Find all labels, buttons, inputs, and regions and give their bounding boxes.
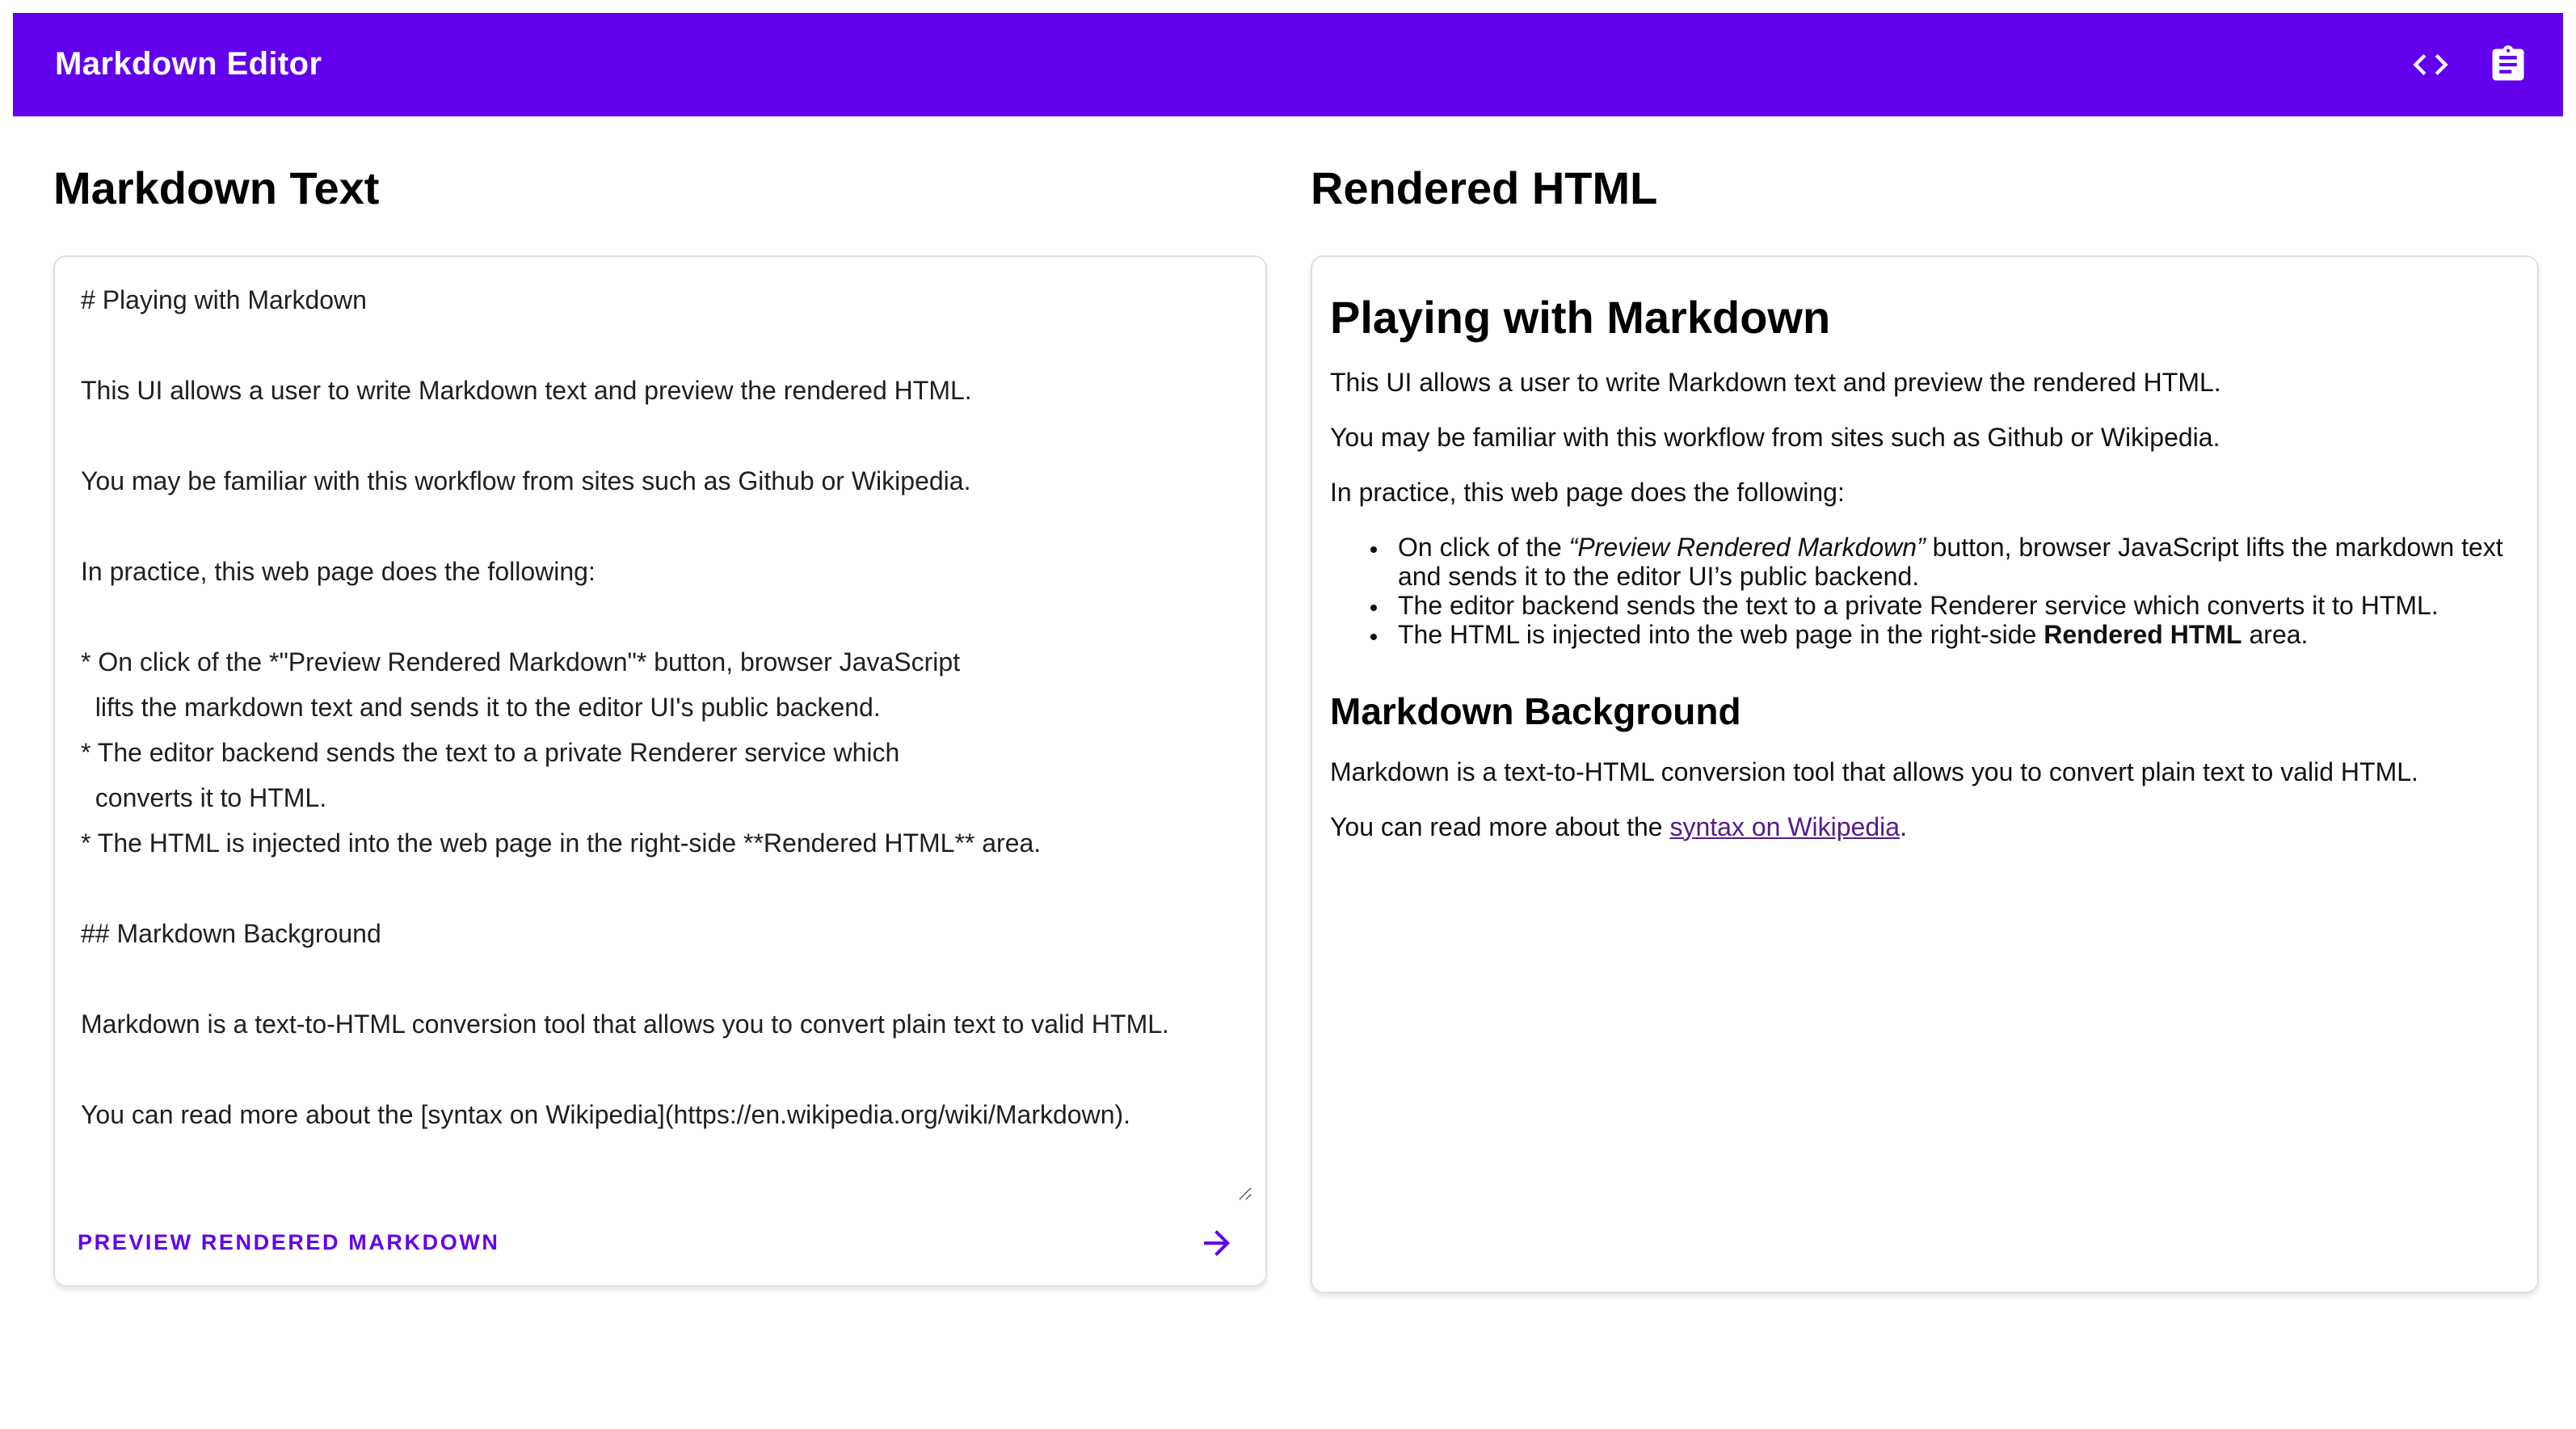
rendered-paragraph: You may be familiar with this workflow from sites such as Github or Wikipedia. — [1330, 424, 2220, 453]
code-icon — [2410, 44, 2452, 86]
app-title: Markdown Editor — [55, 46, 322, 82]
clipboard-icon — [2487, 44, 2529, 86]
bold-text: Rendered HTML — [2044, 622, 2242, 650]
rendered-h1: Playing with Markdown — [1330, 292, 1831, 343]
wikipedia-link[interactable]: syntax on Wikipedia — [1669, 814, 1900, 842]
markdown-text-heading: Markdown Text — [53, 163, 380, 213]
preview-rendered-markdown-button[interactable]: PREVIEW RENDERED MARKDOWN — [65, 1217, 513, 1267]
rendered-card — [1311, 255, 2539, 1292]
rendered-html-column — [1311, 162, 2539, 1292]
rendered-paragraph: In practice, this web page does the following: — [1330, 479, 1845, 508]
markdown-input[interactable] — [68, 269, 1252, 1200]
appbar — [13, 13, 2563, 116]
clipboard-button[interactable] — [2471, 27, 2545, 102]
rendered-paragraph: Markdown is a text-to-HTML conversion tool that allows you to convert plain text to valid HTML. — [1330, 759, 2418, 787]
markdown-text-column — [53, 162, 1267, 1292]
list-item: • On click of the “Preview Rendered Markdown” button, browser JavaScript lifts the markdown text and sends it to the editor UI’s public backend. — [1395, 534, 2511, 592]
rendered-list — [1330, 534, 2511, 651]
preview-arrow-button[interactable] — [1185, 1210, 1249, 1275]
italic-text: “Preview Rendered Markdown” — [1568, 534, 1926, 563]
main-content — [53, 162, 2539, 1292]
list-item: • The editor backend sends the text to a private Renderer service which converts it to HTML. — [1395, 592, 2511, 622]
editor-card — [53, 255, 1267, 1286]
list-item: • The HTML is injected into the web page in the right-side Rendered HTML area. — [1395, 622, 2511, 651]
arrow-forward-icon — [1198, 1223, 1236, 1262]
rendered-paragraph: You can read more about the syntax on Wikipedia. — [1330, 814, 1907, 842]
editor-card-actions — [55, 1200, 1265, 1284]
rendered-paragraph: This UI allows a user to write Markdown text and preview the rendered HTML. — [1330, 369, 2221, 398]
rendered-h2: Markdown Background — [1330, 689, 1741, 732]
rendered-markdown — [1330, 292, 2511, 843]
rendered-html-heading: Rendered HTML — [1311, 163, 1658, 213]
code-button[interactable] — [2393, 27, 2468, 102]
